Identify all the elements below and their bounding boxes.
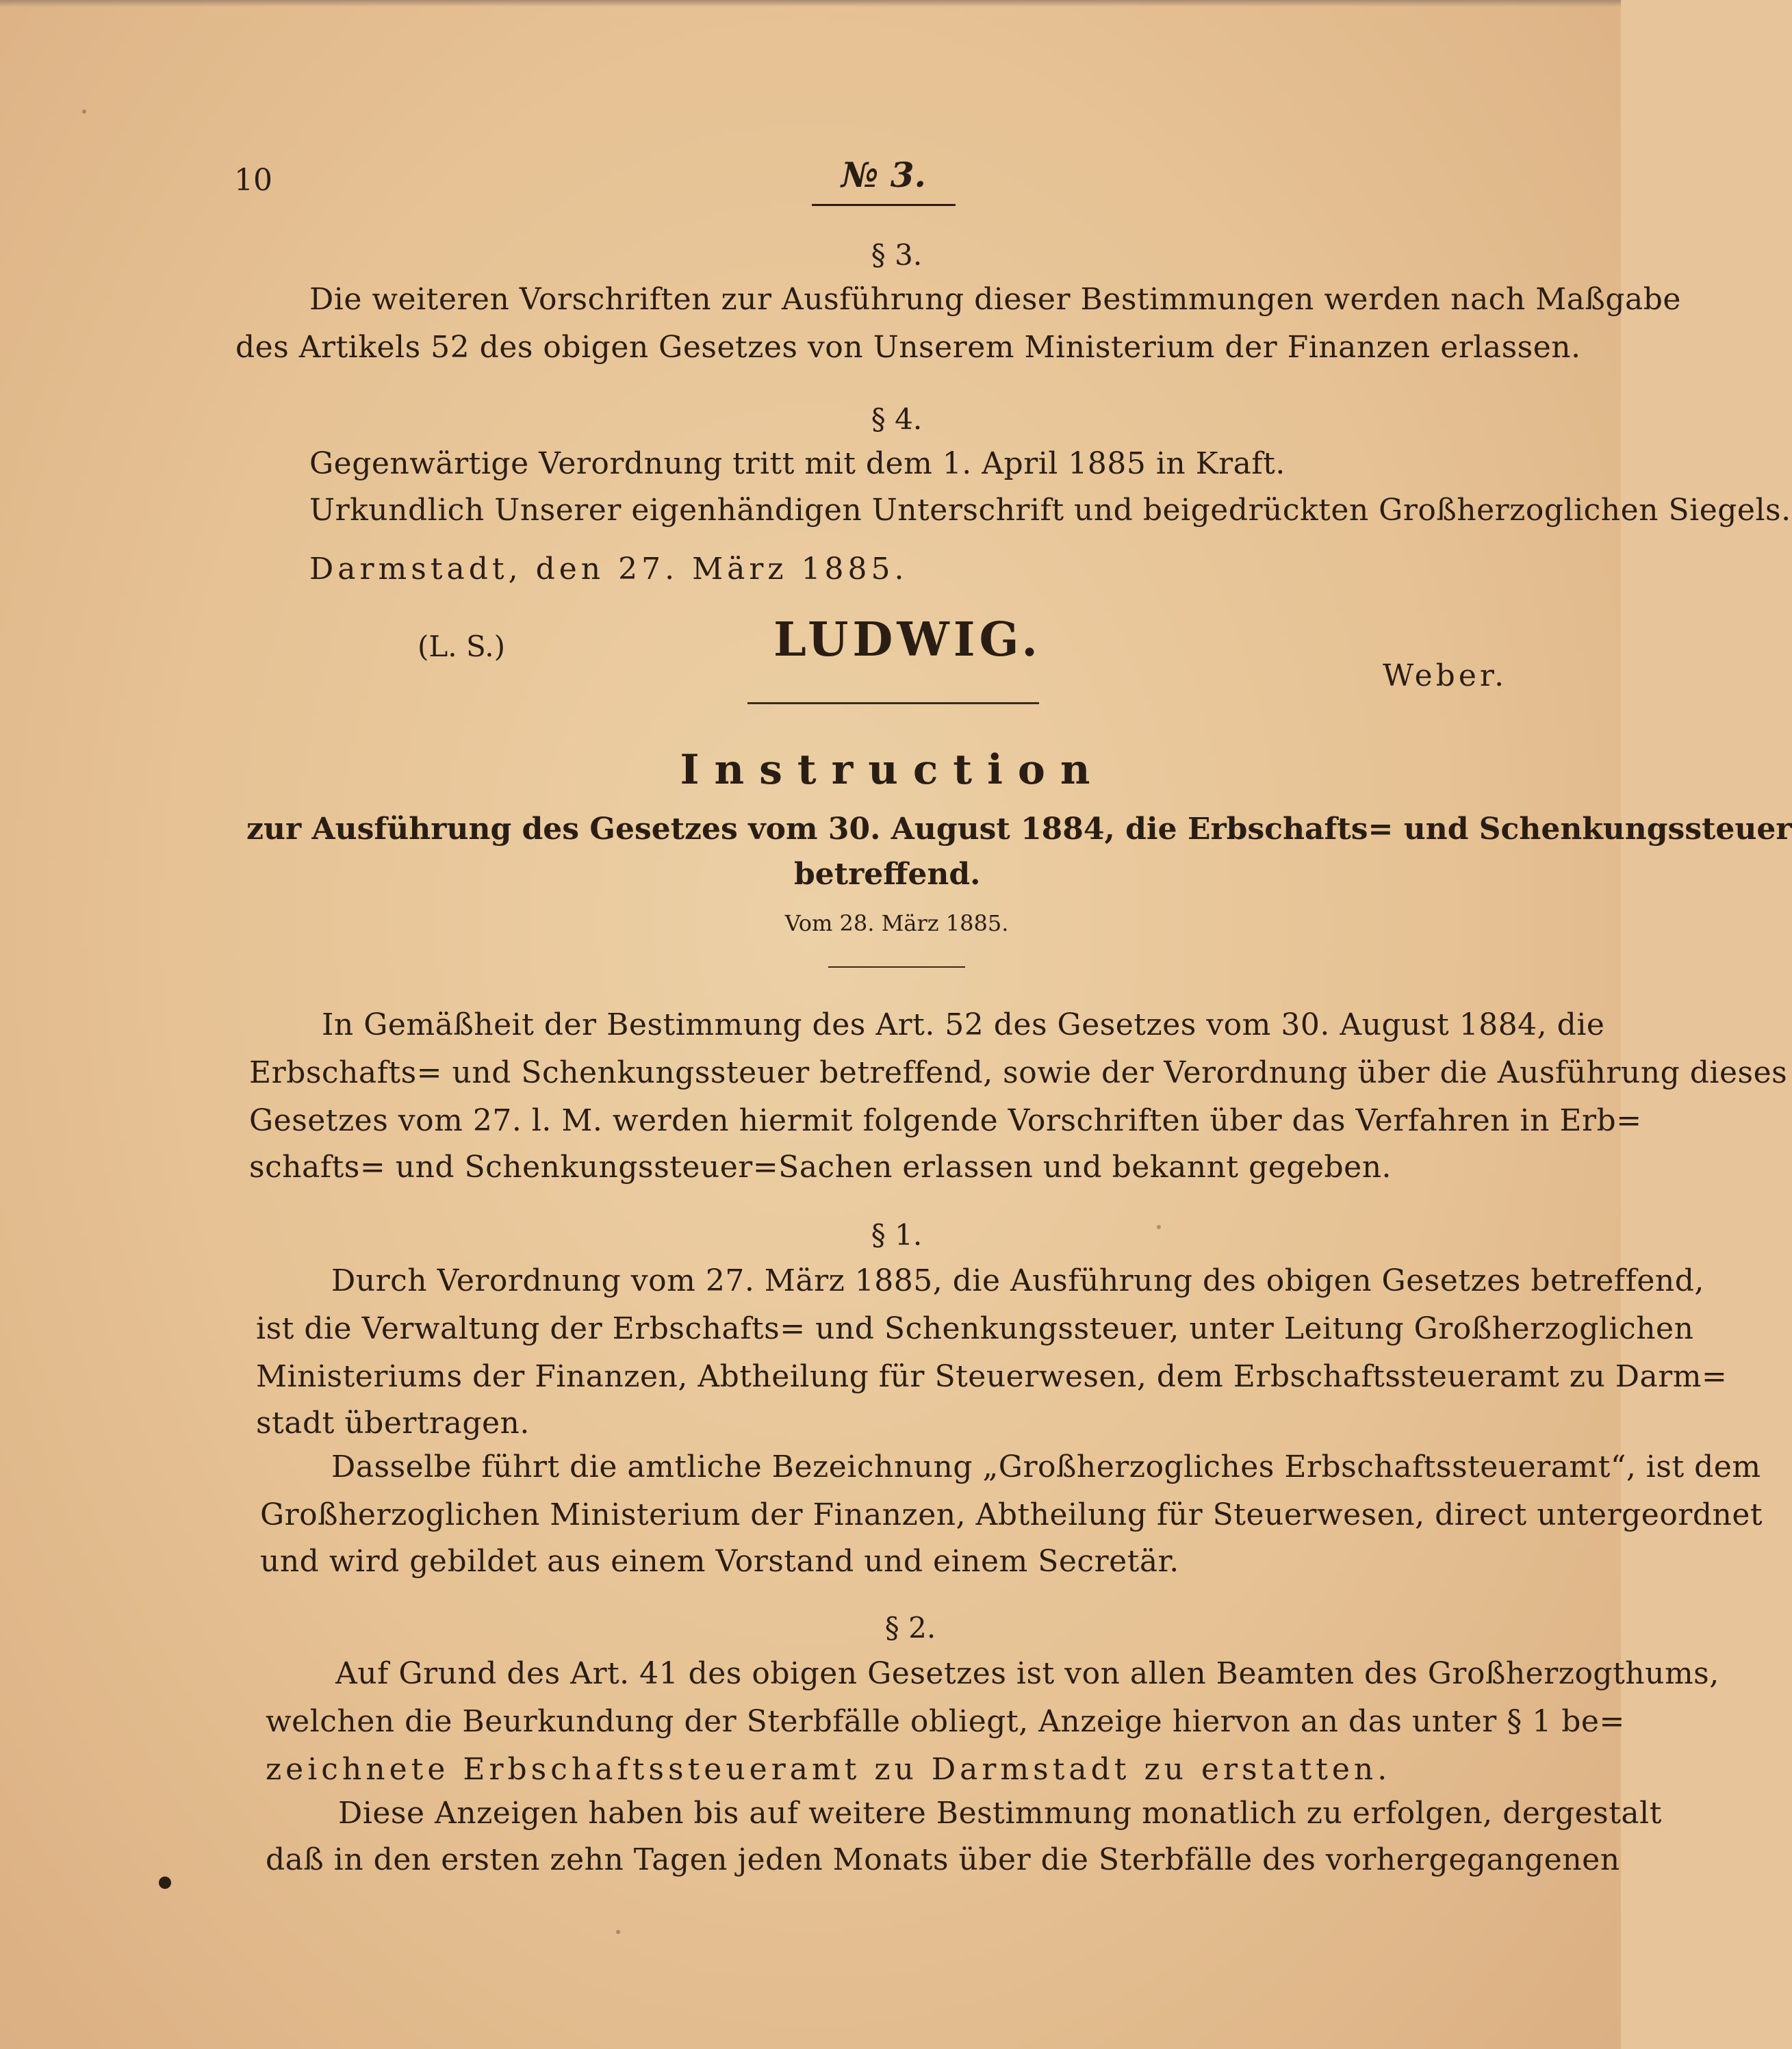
s2-line-5: daß in den ersten zehn Tagen jeden Monats über die Sterbfälle des vorhergegangenen [266,1842,1620,1877]
paper-speck [616,1930,620,1934]
intro-line-2: Erbschafts= und Schenkungssteuer betreffend, sowie der Verordnung über die Ausführung dieses [249,1055,1788,1090]
paper-speck [1157,1225,1161,1229]
divider-rule [747,702,1039,704]
s1-line-4: stadt übertragen. [256,1406,530,1441]
section-3-line-1: Die weiteren Vorschriften zur Ausführung dieser Bestimmungen werden nach Maßgabe [309,282,1681,317]
s1-line-5: Dasselbe führt die amtliche Bezeichnung „Großherzogliches Erbschaftssteueramt“, ist dem [331,1449,1761,1484]
intro-line-4: schafts= und Schenkungssteuer=Sachen erlassen und bekannt gegeben. [249,1150,1392,1185]
countersignature-weber: Weber. [1383,658,1508,693]
intro-line-1: In Gemäßheit der Bestimmung des Art. 52 des Gesetzes vom 30. August 1884, die [322,1007,1605,1042]
intro-line-3: Gesetzes vom 27. l. M. werden hiermit folgende Vorschriften über das Verfahren in Erb= [249,1103,1642,1138]
instruction-date: Vom 28. März 1885. [784,910,1009,936]
s2-line-4: Diese Anzeigen haben bis auf weitere Bestimmung monatlich zu erfolgen, dergestalt [338,1796,1662,1831]
section-3-heading: § 3. [871,238,923,272]
section-4-line-1: Gegenwärtige Verordnung tritt mit dem 1. April 1885 in Kraft. [309,446,1285,481]
seal-mark: (L. S.) [418,630,505,663]
s1-line-3: Ministeriums der Finanzen, Abtheilung für Steuerwesen, dem Erbschaftssteueramt zu Darm= [256,1359,1728,1394]
s2-line-1: Auf Grund des Art. 41 des obigen Gesetzes ist von allen Beamten des Großherzogthums, [335,1656,1719,1691]
divider-rule-short [828,966,965,968]
page-number: 10 [234,163,272,198]
section-4-heading: § 4. [871,402,923,436]
s1-line-2: ist die Verwaltung der Erbschafts= und Schenkungssteuer, unter Leitung Großherzoglichen [256,1311,1694,1346]
s1-line-1: Durch Verordnung vom 27. März 1885, die Ausführung des obigen Gesetzes betreffend, [331,1263,1704,1298]
s2-line-3: zeichnete Erbschaftssteueramt zu Darmstadt zu erstatten. [266,1752,1392,1787]
page-edge-shadow [0,0,1621,7]
s1-line-6: Großherzoglichen Ministerium der Finanzen, Abtheilung für Steuerwesen, direct untergeordnet [260,1497,1763,1532]
s1-heading: § 1. [871,1218,923,1252]
s2-line-2: welchen die Beurkundung der Sterbfälle obliegt, Anzeige hiervon an das unter § 1 be= [266,1704,1625,1739]
ink-dot [159,1877,171,1889]
issue-number: № 3. [841,155,926,195]
place-date: Darmstadt, den 27. März 1885. [309,552,908,587]
issue-underline [812,204,956,206]
s1-line-7: und wird gebildet aus einem Vorstand und einem Secretär. [260,1544,1179,1579]
section-4-line-2: Urkundlich Unserer eigenhändigen Unterschrift und beigedrückten Großherzoglichen Siegels. [309,493,1791,528]
instruction-title: Instruction [680,746,1105,794]
section-3-line-2: des Artikels 52 des obigen Gesetzes von Unserem Ministerium der Finanzen erlassen. [235,330,1581,365]
instruction-subtitle-line-1: zur Ausführung des Gesetzes vom 30. August 1884, die Erbschafts= und Schenkungssteuer [246,812,1792,847]
instruction-subtitle-line-2: betreffend. [794,857,981,892]
paper-speck [82,109,86,114]
s2-heading: § 2. [884,1611,936,1645]
signature-ludwig: LUDWIG. [773,613,1042,667]
